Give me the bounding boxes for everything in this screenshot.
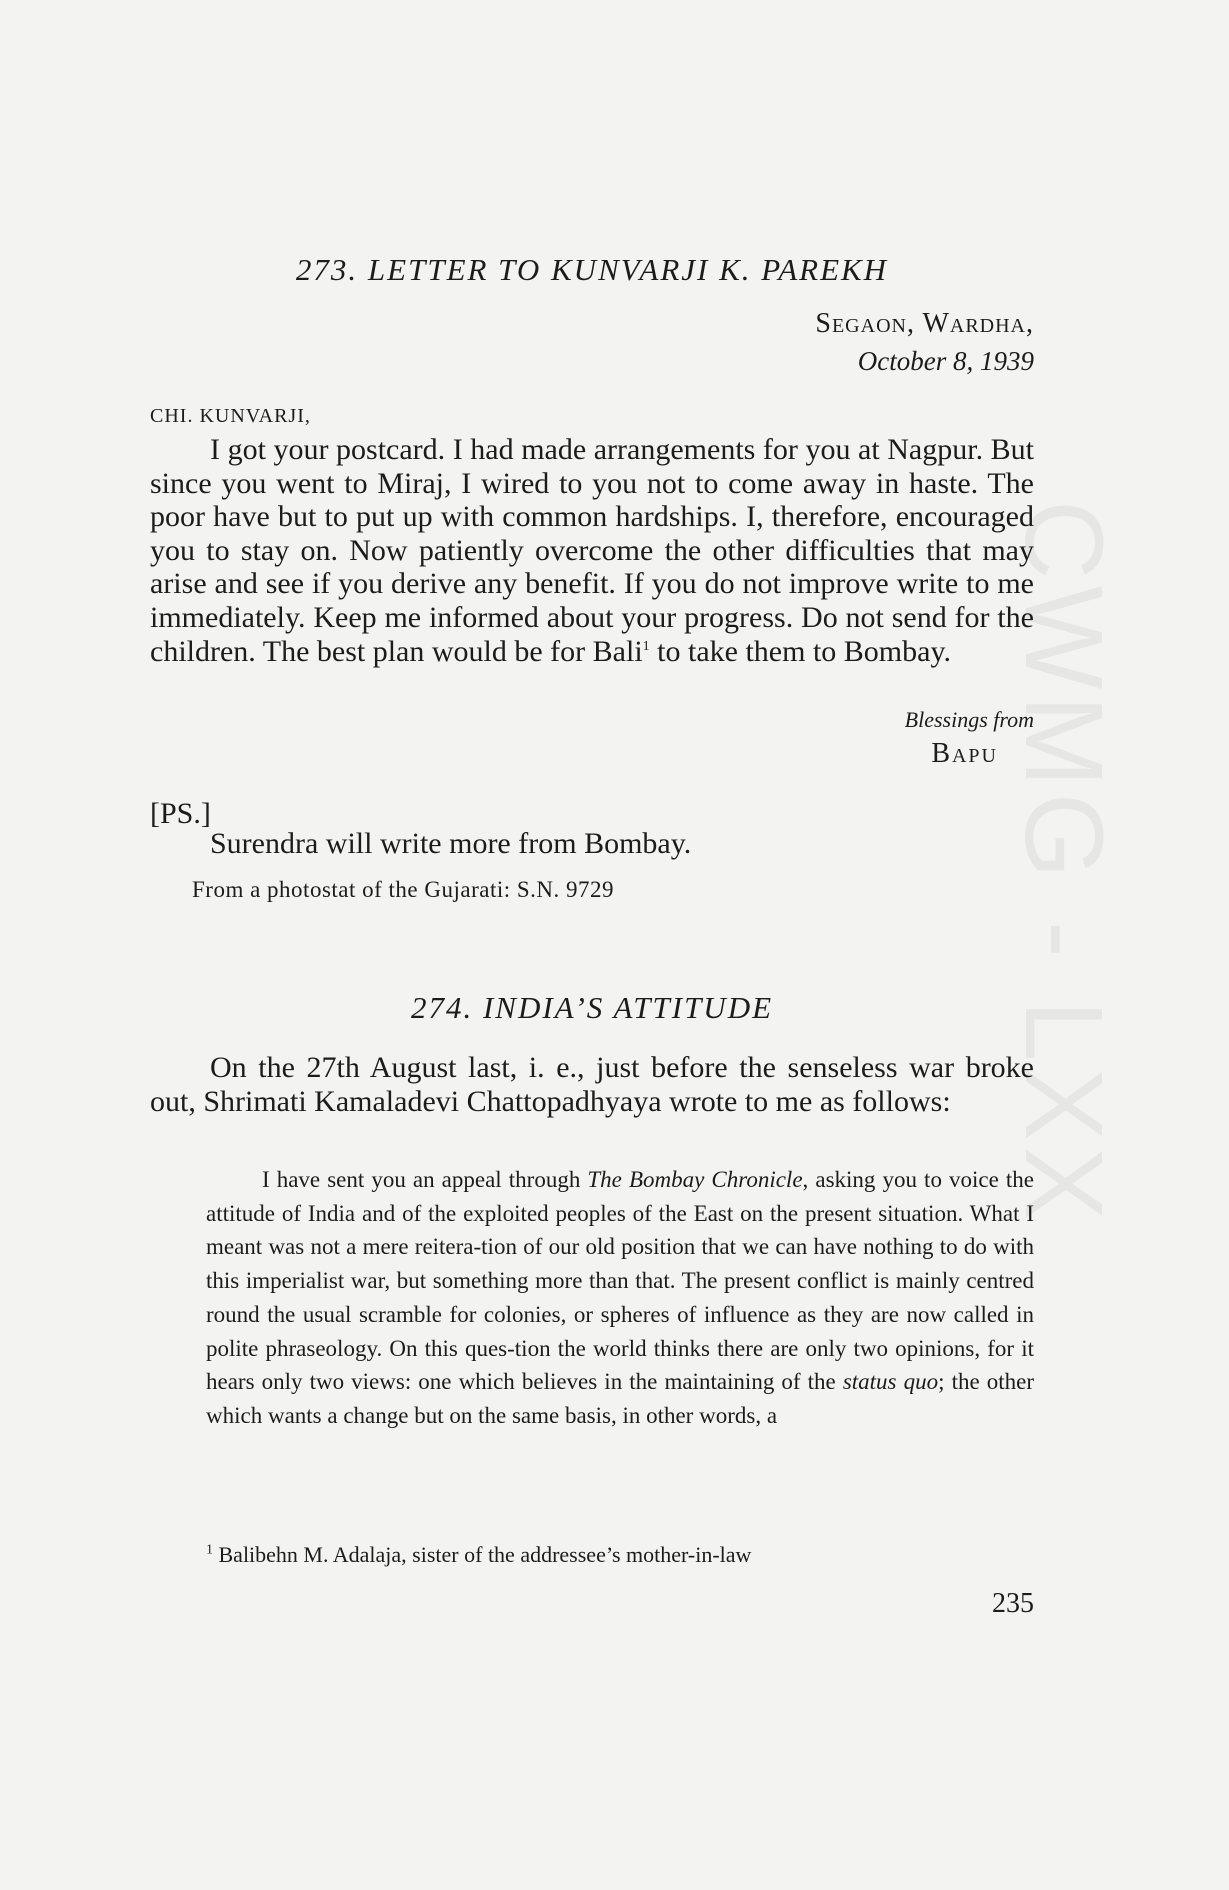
postscript-label: [PS.]	[150, 797, 211, 830]
watermark: CWMG - LXX	[1002, 500, 1125, 1227]
article-intro: On the 27th August last, i. e., just before the senseless war broke out, Shrimati Kamaladevi Chattopadhyaya wrote to me as follows:	[150, 1051, 1034, 1118]
letter-body	[150, 433, 1034, 668]
page-number: 235	[992, 1588, 1034, 1619]
quote-text-3: ; the other which wants a change but on the same basis, in other words, a	[206, 1369, 1035, 1428]
letter-heading: 273. LETTER TO KUNVARJI K. PAREKH	[295, 252, 889, 287]
letter-body-text: I got your postcard. I had made arrangements for you at Nagpur. But since you went to Miraj, I wired to you not to come away in haste. The poor have but to put up with common hardships. I, therefore, encouraged you to stay on. Now patiently overcome the other difficulties that may arise and see if you derive any benefit. If you do not improve write to me immediately. Keep me informed about your progress. Do not send for the children. The best plan would be for Bali	[150, 433, 1034, 668]
postscript-text: Surendra will write more from Bombay.	[210, 827, 692, 860]
quote-newspaper-title: The Bombay Chronicle	[587, 1167, 803, 1192]
letter-source: From a photostat of the Gujarati: S.N. 9729	[192, 877, 615, 902]
quote-text-2: , asking you to voice the attitude of India and of the exploited peoples of the East on the present situation. What I meant was not a mere reitera-tion of our old position that we can have nothing to do with this imperialist war, but something more than that. The present conflict is mainly centred round the usual scramble for colonies, or spheres of influence as they are now called in polite phraseology. On this ques-tion the world thinks there are only two opinions, for it hears only two views: one which believes in the maintaining of the	[206, 1167, 1034, 1395]
letter-place: Segaon, Wardha,	[815, 308, 1034, 339]
footnote-marker: 1	[206, 1542, 213, 1558]
letter-blessings: Blessings from	[904, 707, 1034, 732]
footnote-text: Balibehn M. Adalaja, sister of the addressee’s mother-in-law	[218, 1542, 752, 1567]
quote-status-quo: status quo	[842, 1369, 939, 1395]
footnote	[206, 1542, 751, 1568]
quote-text-1: I have sent you an appeal through	[262, 1167, 588, 1192]
footnote-reference: 1	[642, 638, 650, 654]
letter-body-end: to take them to Bombay.	[649, 634, 951, 668]
letter-date: October 8, 1939	[857, 346, 1034, 376]
letter-salutation: CHI. KUNVARJI,	[150, 405, 311, 427]
article-quote	[206, 1163, 1034, 1433]
article-heading: 274. INDIA’S ATTITUDE	[410, 990, 774, 1025]
letter-signature: Bapu	[931, 738, 998, 769]
